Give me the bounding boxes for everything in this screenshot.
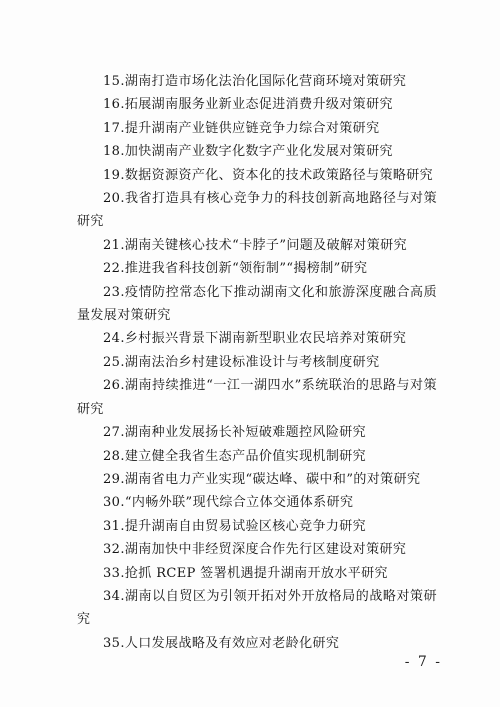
list-item: 25.湖南法治乡村建设标准设计与考核制度研究	[103, 354, 380, 370]
list-item: 23.疫情防控常态化下推动湖南文化和旅游深度融合高质量发展对策研究	[77, 284, 437, 324]
topic-list	[77, 70, 437, 655]
page-number: - 7 -	[404, 654, 442, 670]
list-item: 30.“内畅外联”现代综合立体交通体系研究	[103, 495, 354, 511]
list-item: 24.乡村振兴背景下湖南新型职业农民培养对策研究	[103, 331, 407, 347]
list-item: 27.湖南种业发展扬长补短破难题控风险研究	[103, 425, 367, 441]
list-item: 22.推进我省科技创新“领衔制”“揭榜制”研究	[103, 261, 368, 277]
list-item: 18.加快湖南产业数字化数字产业化发展对策研究	[103, 144, 393, 160]
list-item: 17.提升湖南产业链供应链竞争力综合对策研究	[103, 120, 380, 136]
list-item: 34.湖南以自贸区为引领开拓对外开放格局的战略对策研究	[77, 588, 437, 628]
list-item: 33.抢抓 RCEP 签署机遇提升湖南开放水平研究	[103, 565, 388, 581]
list-item: 19.数据资源资产化、资本化的技术政策路径与策略研究	[103, 167, 434, 183]
list-item: 29.湖南省电力产业实现“碳达峰、碳中和”的对策研究	[103, 471, 421, 487]
list-item: 26.湖南持续推进“一江一湖四水”系统联治的思路与对策研究	[77, 378, 437, 417]
list-item: 20.我省打造具有核心竞争力的科技创新高地路径与对策研究	[77, 191, 437, 230]
list-item: 21.湖南关键核心技术“卡脖子”问题及破解对策研究	[103, 237, 407, 253]
list-item: 28.建立健全我省生态产品价值实现机制研究	[103, 448, 367, 464]
list-item: 35.人口发展战略及有效应对老龄化研究	[103, 635, 340, 651]
list-item: 15.湖南打造市场化法治化国际化营商环境对策研究	[103, 74, 407, 89]
list-item: 32.湖南加快中非经贸深度合作先行区建设对策研究	[103, 542, 407, 558]
list-item: 16.拓展湖南服务业新业态促进消费升级对策研究	[103, 97, 393, 113]
list-item: 31.提升湖南自由贸易试验区核心竞争力研究	[103, 518, 367, 534]
